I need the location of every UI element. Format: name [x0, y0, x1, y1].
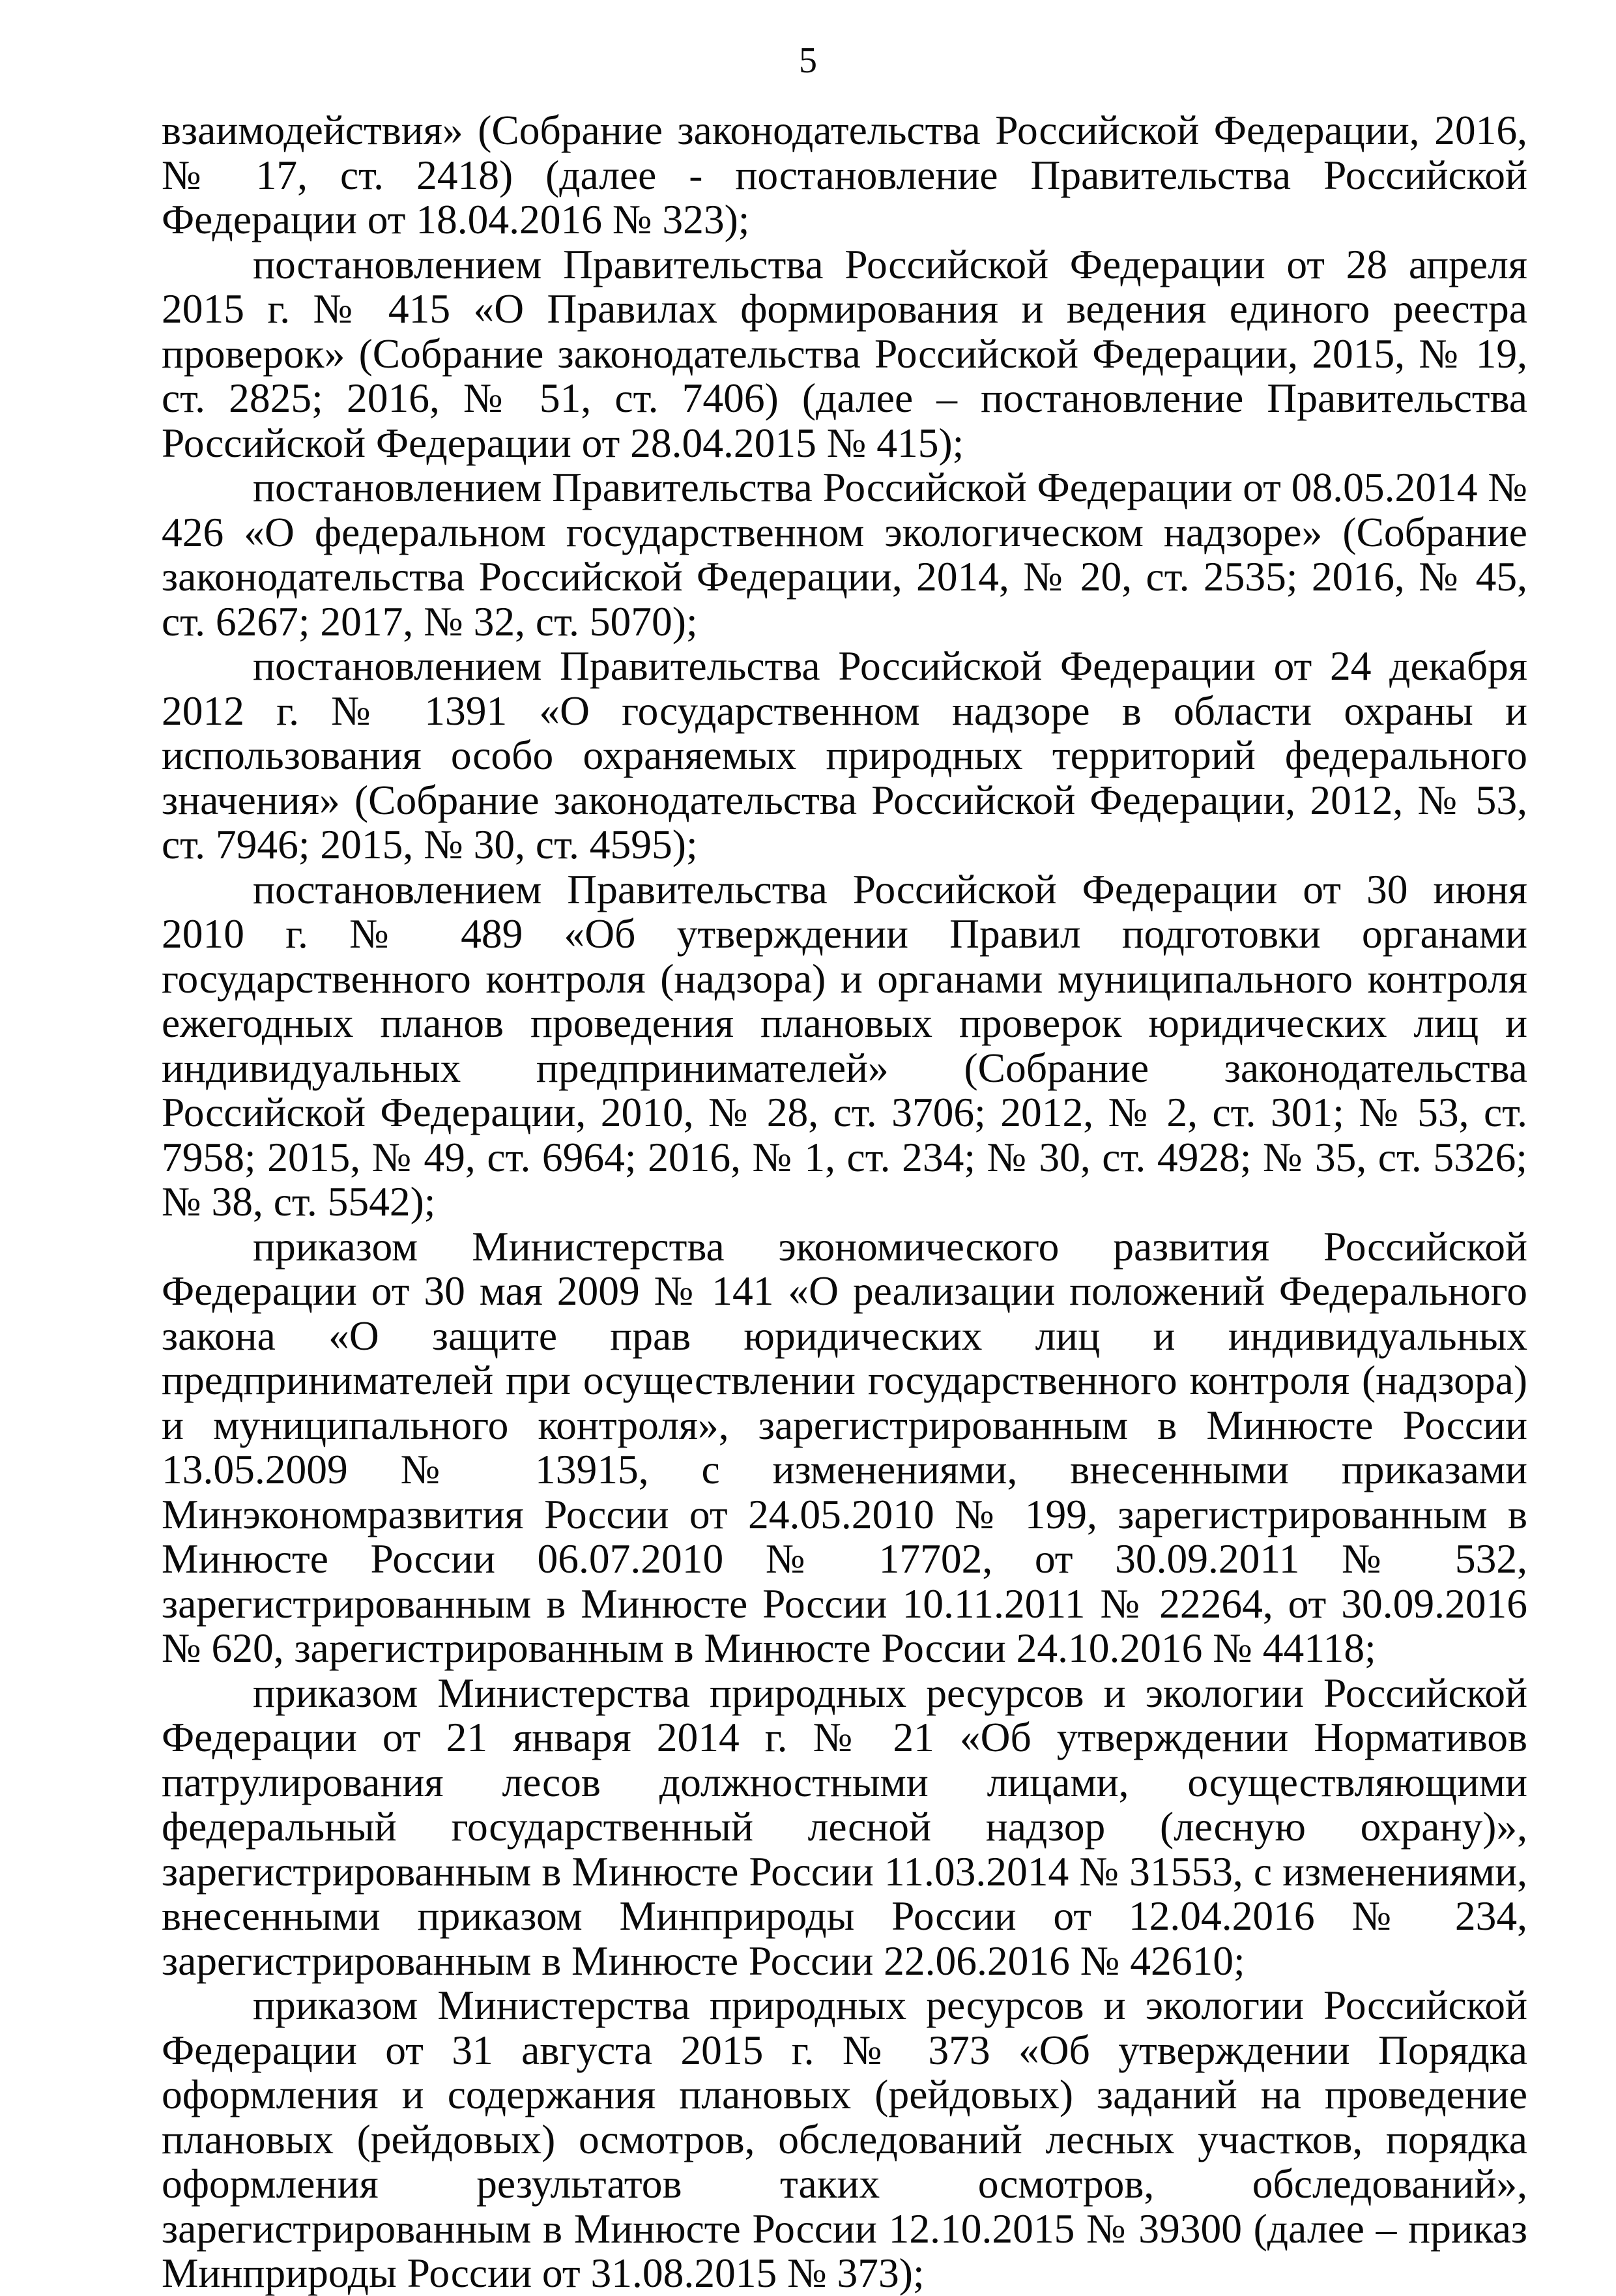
paragraph-order-21: приказом Министерства природных ресурсов и экологии Российской Федерации от 21 января 2014 г. № 21 «Об утверждении Нормативов патрулирования лесов должностными лицами, осуществляющими федеральный государственный лесной надзор (лесную охрану)», зарегистрированным в Минюсте России 11.03.2014 № 31553, с изменениями, внесенными приказом Минприроды России от 12.04.2016 № 234, зарегистрированным в Минюсте России 22.06.2016 № 42610;: [162, 1669, 1527, 1984]
page-number: 5: [799, 40, 817, 81]
paragraph-resolution-426: постановлением Правительства Российской Федерации от 08.05.2014 № 426 «О федеральном государственном экологическом надзоре» (Собрание законодательства Российской Федерации, 2014, № 20, ст. 2535; 2016, № 45, ст. 6267; 2017, № 32, ст. 5070);: [162, 464, 1527, 645]
paragraph-order-141: приказом Министерства экономического развития Российской Федерации от 30 мая 2009 № 141 «О реализации положений Федерального закона «О защите прав юридических лиц и индивидуальных предпринимателей при осуществлении государственного контроля (надзора) и муниципального контроля», зарегистрированным в Минюсте России 13.05.2009 № 13915, с изменениями, внесенными приказами Минэкономразвития России от 24.05.2010 № 199, зарегистрированным в Минюсте России 06.07.2010 № 17702, от 30.09.2011 № 532, зарегистрированным в Минюсте России 10.11.2011 № 22264, от 30.09.2016 № 620, зарегистрированным в Минюсте России 24.10.2016 № 44118;: [162, 1223, 1527, 1671]
paragraph-order-373: приказом Министерства природных ресурсов и экологии Российской Федерации от 31 августа 2015 г. № 373 «Об утверждении Порядка оформления и содержания плановых (рейдовых) заданий на проведение плановых (рейдовых) осмотров, обследований лесных участков, порядка оформления результатов таких осмотров, обследований», зарегистрированным в Минюсте России 12.10.2015 № 39300 (далее – приказ Минприроды России от 31.08.2015 № 373);: [162, 1982, 1527, 2296]
paragraph-resolution-1391: постановлением Правительства Российской Федерации от 24 декабря 2012 г. № 1391 «О государственном надзоре в области охраны и использования особо охраняемых природных территорий федерального значения» (Собрание законодательства Российской Федерации, 2012, № 53, ст. 7946; 2015, № 30, ст. 4595);: [162, 643, 1527, 867]
paragraph-continuation: взаимодействия» (Собрание законодательства Российской Федерации, 2016, № 17, ст. 2418) (далее - постановление Правительства Российской Федерации от 18.04.2016 № 323);: [162, 107, 1527, 242]
paragraph-resolution-415: постановлением Правительства Российской Федерации от 28 апреля 2015 г. № 415 «О Правилах формирования и ведения единого реестра проверок» (Собрание законодательства Российской Федерации, 2015, № 19, ст. 2825; 2016, № 51, ст. 7406) (далее – постановление Правительства Российской Федерации от 28.04.2015 № 415);: [162, 240, 1527, 466]
paragraph-resolution-489: постановлением Правительства Российской Федерации от 30 июня 2010 г. № 489 «Об утверждении Правил подготовки органами государственного контроля (надзора) и органами муниципального контроля ежегодных планов проведения плановых проверок юридических лиц и индивидуальных предпринимателей» (Собрание законодательства Российской Федерации, 2010, № 28, ст. 3706; 2012, № 2, ст. 301; № 53, ст. 7958; 2015, № 49, ст. 6964; 2016, № 1, ст. 234; № 30, ст. 4928; № 35, ст. 5326; № 38, ст. 5542);: [162, 865, 1527, 1225]
legal-basis-list: [162, 108, 1527, 2296]
